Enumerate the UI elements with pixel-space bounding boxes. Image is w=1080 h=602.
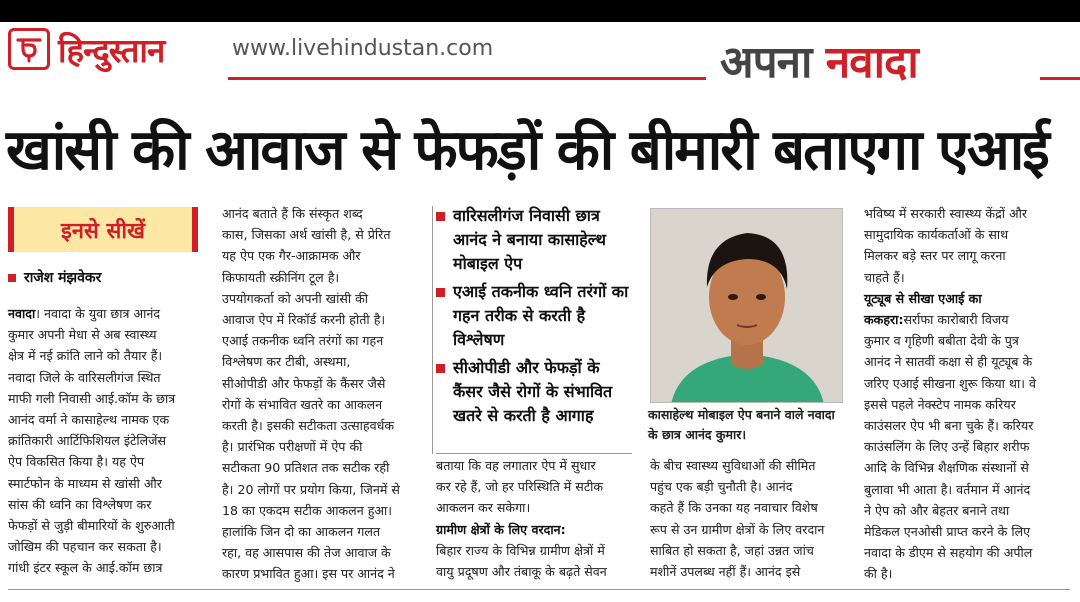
highlight-text: वारिसलीगंज निवासी छात्र आनंद ने बनाया कासाहेल्थ मोबाइल ऐप — [453, 206, 607, 273]
text-run: नवादा जिले के वारिसलीगंज स्थित — [8, 369, 161, 385]
text-line: है। प्रारंभिक परीक्षणों में ऐप की — [222, 439, 363, 455]
text-line: कहते हैं कि उनका यह नवाचार विशेष — [650, 500, 818, 516]
text-run: ने ऐप को और बेहतर बनाने तथा — [864, 502, 1010, 518]
bullet-square-icon — [8, 274, 16, 282]
text-line: आनंद बताते हैं कि संस्कृत शब्द — [222, 206, 363, 221]
text-run: चाहते हैं। — [864, 269, 905, 285]
text-line — [864, 267, 1070, 288]
text-run: सामुदायिक कार्यकर्ताओं के साथ — [864, 227, 1009, 243]
learn-badge — [8, 207, 198, 252]
text-line — [8, 430, 208, 451]
text-line — [8, 536, 208, 557]
text-run: कुमार व गृहिणी बबीता देवी के पुत्र — [864, 333, 1019, 349]
text-run: आकलन कर सकेगा। — [436, 500, 531, 516]
text-line: विश्लेषण कर टीबी, अस्थमा, — [222, 354, 351, 370]
bold-lead: ककहरा: — [864, 312, 904, 328]
text-line — [864, 373, 1070, 394]
text-line: साबित हो सकता है, जहां उन्नत जांच — [650, 542, 814, 558]
text-run: फेफड़ों से जुड़ी बीमारियों के शुरुआती — [8, 518, 175, 534]
text-line — [864, 521, 1070, 542]
text-line — [864, 479, 1070, 500]
text-line — [436, 519, 636, 540]
text-line: करती है। इसकी सटीकता उत्साहवर्धक — [222, 418, 394, 434]
highlights-box — [436, 204, 632, 450]
text-line — [436, 540, 636, 561]
text-line: यह ऐप एक गैर-आक्रामक और — [222, 248, 361, 264]
text-line: कास, जिसका अर्थ खांसी है, से प्रेरित — [222, 227, 391, 243]
text-line — [8, 494, 208, 515]
bullet-square-icon — [436, 364, 445, 373]
highlight-text: एआई तकनीक ध्वनि तरंगों का गहन तरीक से करती है विश्लेषण — [453, 282, 629, 349]
article-column-4 — [650, 455, 848, 582]
text-line — [864, 394, 1070, 415]
text-line — [864, 245, 1070, 266]
page-bottom-rule — [8, 589, 1070, 590]
text-line — [436, 455, 636, 476]
highlight-item — [436, 280, 632, 352]
text-line: सटीकता 90 प्रतिशत तक सटीक रही — [222, 460, 390, 476]
article-column-1 — [8, 303, 208, 579]
text-line: पहुंच एक बड़ी चुनौती है। आनंद — [650, 479, 793, 495]
text-run: काउंसलिंग के लिए उन्हें बिहार शरीफ — [864, 439, 1030, 455]
learn-badge-label: इनसे सीखें — [60, 218, 146, 244]
text-line — [8, 515, 208, 536]
text-line: किफायती स्क्रीनिंग टूल है। — [222, 269, 340, 285]
website-url: www.livehindustan.com — [232, 36, 494, 61]
text-run: की है। — [864, 566, 893, 582]
highlights-bottom-rule — [436, 453, 632, 454]
text-line: मशीनें उपलब्ध नहीं हैं। आनंद इसे — [650, 564, 801, 580]
text-line — [436, 561, 636, 582]
section-title-part1: अपना — [720, 37, 812, 88]
text-run: आनंद वर्मा ने कासाहेल्थ नामक एक — [8, 412, 170, 428]
text-run: माफी गली निवासी आई.कॉम के छात्र — [8, 390, 176, 406]
text-run: आदि के विभिन्न शैक्षणिक संस्थानों से — [864, 460, 1029, 476]
text-run: जरिए एआई सीखना शुरू किया था। वे — [864, 375, 1037, 391]
text-run: स्मार्टफोन के माध्यम से खांसी और — [8, 475, 162, 491]
text-line — [436, 497, 636, 518]
text-line — [8, 367, 208, 388]
text-run: जोखिम की पहचान कर सकता है। — [8, 539, 162, 555]
text-line — [864, 436, 1070, 457]
hindustan-logo-icon — [8, 28, 50, 70]
text-line: के बीच स्वास्थ्य सुविधाओं की सीमित — [650, 458, 816, 473]
text-run: बताया कि वह लगातार ऐप में सुधार — [436, 458, 596, 473]
bullet-square-icon — [436, 212, 445, 221]
article-column-3 — [436, 455, 636, 582]
text-line: 18 का एकदम सटीक आकलन हुआ। — [222, 502, 393, 518]
bold-lead: ग्रामीण क्षेत्रों के लिए वरदान: — [436, 521, 566, 537]
text-run: भविष्य में सरकारी स्वास्थ्य केंद्रों और — [864, 206, 1028, 221]
text-line: सीओपीडी और फेफड़ों के कैंसर जैसे — [222, 375, 386, 391]
text-run: आनंद ने सातवीं कक्षा से ही यूट्यूब के — [864, 354, 1033, 370]
text-line: एआई तकनीक ध्वनि तरंगों का गहन — [222, 333, 384, 349]
text-line — [436, 476, 636, 497]
photo-caption: कासाहेल्थ मोबाइल ऐप बनाने वाले नवादा के छात्र आनंद कुमार। — [648, 407, 835, 442]
bold-lead: नवादा — [8, 306, 36, 321]
text-line: है। 20 लोगों पर प्रयोग किया, जिनमें से — [222, 481, 400, 497]
text-run: काउंसलर ऐप भी बना चुके हैं। करियर — [864, 418, 1034, 434]
article-column-2 — [222, 203, 426, 585]
header-rule-right — [1040, 77, 1080, 80]
text-line — [8, 451, 208, 472]
text-line: उपयोगकर्ता को अपनी खांसी की — [222, 290, 369, 306]
text-run: । नवादा के युवा छात्र आनंद — [35, 306, 161, 321]
text-line — [8, 557, 208, 578]
text-line — [864, 542, 1070, 563]
text-line: रोगों के संभावित खतरे का आकलन — [222, 396, 383, 412]
text-line: रूप से उन ग्रामीण क्षेत्रों के लिए वरदान — [650, 521, 825, 537]
text-line — [8, 473, 208, 494]
text-line: रहा, वह आसपास की तेज आवाज के — [222, 545, 391, 561]
text-line — [8, 388, 208, 409]
text-line — [864, 415, 1070, 436]
section-title-part2: नवादा — [825, 37, 918, 88]
byline-name: राजेश मंझवेकर — [24, 270, 102, 286]
brand-name: हिन्दुस्तान — [58, 31, 165, 70]
text-run: नवादा के डीएम से सहयोग की अपील — [864, 545, 1033, 561]
student-photo — [650, 208, 843, 403]
byline — [8, 268, 101, 287]
text-run: बिहार राज्य के विभिन्न ग्रामीण क्षेत्रों में — [436, 542, 605, 558]
text-run: गांधी इंटर स्कूल के आई.कॉम छात्र — [8, 560, 163, 576]
text-line — [8, 345, 208, 366]
text-run: कुमार अपनी मेधा से अब स्वास्थ्य — [8, 327, 157, 343]
text-run: कर रहे हैं, जो हर परिस्थिति में सटीक — [436, 479, 604, 495]
highlight-item — [436, 356, 632, 428]
text-run: क्रांतिकारी आर्टिफिशियल इंटेलिजेंस — [8, 433, 167, 449]
text-run: इससे पहले नेक्स्टेप नामक करियर — [864, 396, 1016, 412]
bold-lead: यूट्यूब से सीखा एआई का — [864, 290, 982, 306]
highlight-text: सीओपीडी और फेफड़ों के कैंसर जैसे रोगों के संभावित खतरे से करती है आगाह — [453, 358, 613, 425]
section-title — [720, 30, 918, 90]
text-line — [864, 309, 1070, 330]
text-run: वायु प्रदूषण और तंबाकू के बढ़ते सेवन — [436, 564, 607, 580]
bullet-square-icon — [436, 288, 445, 297]
text-line — [864, 288, 1070, 309]
headline: खांसी की आवाज से फेफड़ों की बीमारी बताएगा एआई — [6, 118, 1048, 183]
header-rule — [228, 77, 706, 80]
text-line: हालांकि जिन दो का आकलन गलत — [222, 524, 381, 540]
text-line — [864, 500, 1070, 521]
text-run: मिलकर बड़े स्तर पर लागू करना — [864, 248, 1006, 264]
text-line — [8, 409, 208, 430]
article-column-5 — [864, 203, 1070, 585]
text-run: मेडिकल एनओसी प्राप्त करने के लिए — [864, 524, 1031, 540]
text-run: ऐप विकसित किया है। यह ऐप — [8, 454, 145, 470]
text-line: आवाज ऐप में रिकॉर्ड करनी होती है। — [222, 312, 386, 328]
text-run: सांस की ध्वनि का विश्लेषण कर — [8, 496, 152, 512]
text-line — [8, 324, 208, 345]
text-run: सर्राफा कारोबारी विजय — [903, 312, 1009, 328]
top-black-bar — [0, 0, 1080, 22]
text-line — [864, 203, 1070, 224]
text-line — [864, 330, 1070, 351]
column-divider — [432, 206, 433, 454]
text-line — [864, 351, 1070, 372]
text-line: कारण प्रभावित हुआ। इस पर आनंद ने — [222, 566, 395, 582]
text-run: क्षेत्र में नई क्रांति लाने को तैयार हैं। — [8, 348, 163, 364]
text-run: बुलावा भी आता है। वर्तमान में आनंद — [864, 481, 1031, 497]
text-line — [864, 563, 1070, 584]
highlight-item — [436, 204, 632, 276]
text-line — [8, 303, 208, 324]
text-line — [864, 224, 1070, 245]
text-line — [864, 457, 1070, 478]
